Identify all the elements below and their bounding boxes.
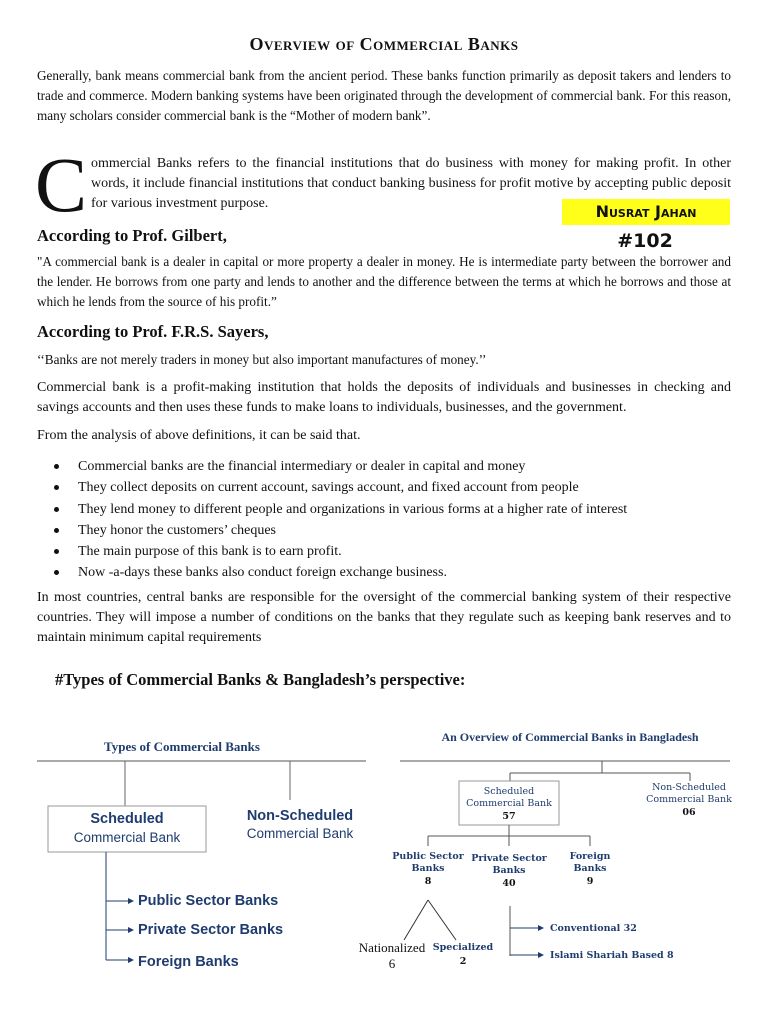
list-item: They collect deposits on current account, savings account, and fixed account from people <box>37 477 627 498</box>
child-foreign: Foreign Banks <box>138 954 239 970</box>
bd-scheduled-label: Scheduled <box>483 786 535 797</box>
commercial-banks-paragraph: ommercial Banks refers to the financial institutions that do business with money for making profit. In other words, it include financial institutions that conduct banking business for profit motive by accepting public deposit for various investment purpose. <box>91 156 731 211</box>
bd-public-label: Public Sector <box>392 851 464 862</box>
bangladesh-diagram-title: An Overview of Commercial Banks in Bangladesh <box>441 730 699 744</box>
bangladesh-diagram <box>359 730 732 971</box>
bd-specialized-count: 2 <box>459 956 467 967</box>
types-diagram <box>37 739 366 970</box>
scheduled-sublabel: Commercial Bank <box>73 830 181 845</box>
bd-public-sublabel: Banks <box>411 863 445 874</box>
list-item: Commercial banks are the financial intermediary or dealer in capital and money <box>37 456 627 477</box>
bd-nationalized-count: 6 <box>388 956 396 971</box>
connector-line <box>404 900 428 940</box>
list-item: Now -a-days these banks also conduct foreign exchange business. <box>37 562 627 583</box>
bd-scheduled-count: 57 <box>502 811 516 822</box>
types-diagram-title: Types of Commercial Banks <box>104 739 260 754</box>
bd-nonscheduled-label: Non-Scheduled <box>652 782 726 793</box>
definition-paragraph: Commercial bank is a profit-making institution that holds the deposits of individuals and businesses in checking and savings accounts and then uses these funds to make loans to individuals, businesses, and the government. <box>37 380 731 415</box>
bd-nonscheduled-sublabel: Commercial Bank <box>646 794 732 805</box>
page-title: Overview of Commercial Banks <box>249 34 519 54</box>
bd-foreign-label: Foreign <box>569 851 611 862</box>
bd-nationalized-label: Nationalized <box>358 940 426 955</box>
sayers-quote: ‘‘Banks are not merely traders in money but also important manufactures of money.’’ <box>37 352 487 367</box>
types-heading: #Types of Commercial Banks & Bangladesh’s perspective: <box>55 670 466 689</box>
analysis-line: From the analysis of above definitions, it can be said that. <box>37 428 361 443</box>
bd-conventional: Conventional 32 <box>550 923 637 934</box>
author-name-highlight: Nusrat Jahan <box>562 199 730 225</box>
intro-paragraph: Generally, bank means commercial bank from the ancient period. These banks function primarily as deposit takers and lenders to trade and commerce. Modern banking systems have been originated through the development of commercial bank. For this reason, many scholars consider commercial bank is the “Mother of modern bank”. <box>37 68 731 123</box>
bd-public-count: 8 <box>424 876 432 887</box>
child-private-sector: Private Sector Banks <box>138 922 284 938</box>
bd-nonscheduled-count: 06 <box>682 807 696 818</box>
gilbert-quote: "A commercial bank is a dealer in capital or more property a dealer in money. He is intermediate party between the borrower and the lender. He borrows from one party and lends to another and the difference between the terms at which he borrows and those at which he lends from the source of his profit.” <box>37 254 731 309</box>
author-roll-number: #102 <box>617 230 673 252</box>
connector-line <box>428 900 456 940</box>
bd-foreign-count: 9 <box>586 876 594 887</box>
bd-private-count: 40 <box>502 878 516 889</box>
nonscheduled-label: Non-Scheduled <box>246 808 354 824</box>
bd-private-sublabel: Banks <box>492 865 526 876</box>
sayers-heading: According to Prof. F.R.S. Sayers, <box>37 322 269 341</box>
bd-foreign-sublabel: Banks <box>573 863 607 874</box>
bd-scheduled-sublabel: Commercial Bank <box>466 798 552 809</box>
bd-private-label: Private Sector <box>471 853 547 864</box>
scheduled-label: Scheduled <box>90 811 164 827</box>
central-bank-paragraph: In most countries, central banks are responsible for the oversight of the commercial banking system of their respective countries. They will impose a number of conditions on the banks that they regulate such as keeping bank reserves and to maintain minimum capital requirements <box>37 590 731 645</box>
child-public-sector: Public Sector Banks <box>138 893 279 909</box>
list-item: The main purpose of this bank is to earn profit. <box>37 541 627 562</box>
bd-islami: Islami Shariah Based 8 <box>550 950 674 961</box>
nonscheduled-sublabel: Commercial Bank <box>246 826 354 841</box>
drop-cap: C <box>35 141 88 228</box>
list-item: They lend money to different people and organizations in various forms at a higher rate of interest <box>37 499 627 520</box>
list-item: They honor the customers’ cheques <box>37 520 627 541</box>
bd-specialized-label: Specialized <box>432 942 494 953</box>
gilbert-heading: According to Prof. Gilbert, <box>37 226 227 245</box>
